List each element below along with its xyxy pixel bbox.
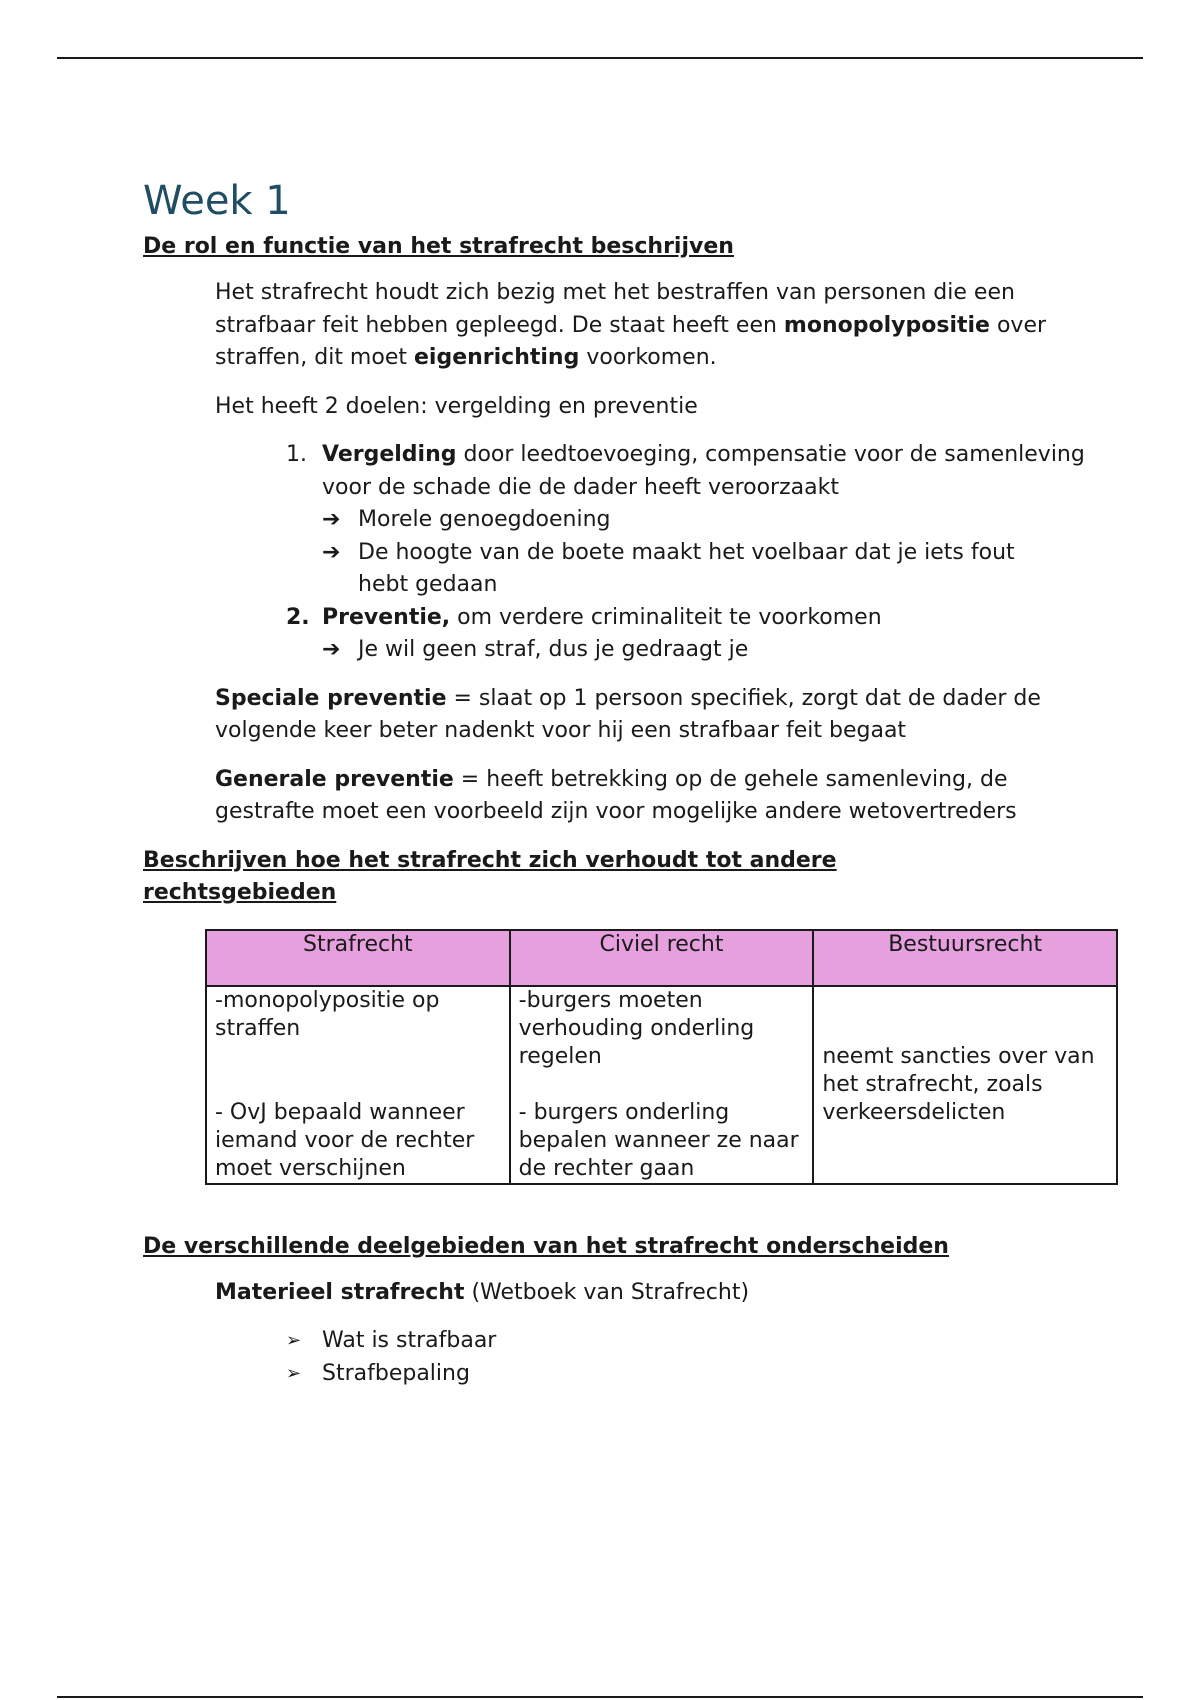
list-number: 2. [286, 604, 310, 630]
goal-item-preventie [286, 602, 1086, 667]
speciale-preventie-text: = slaat op 1 persoon specifiek, zorgt dat de dader de volgende keer beter nadenkt voor hij een strafbaar feit begaat [215, 685, 1041, 743]
sub-list [286, 634, 1022, 667]
table-cell-civiel-recht [510, 986, 814, 1184]
arrow-icon: ➔ [322, 539, 341, 565]
materieel-text: (Wetboek van Strafrecht) [464, 1279, 750, 1305]
section-title-deelgebieden: De verschillende deelgebieden van het strafrecht onderscheiden [143, 1233, 949, 1259]
table-cell-strafrecht [206, 986, 510, 1184]
table-header-bestuursrecht: Bestuursrecht [813, 930, 1117, 986]
intro-text-d: voorkomen. [579, 345, 717, 370]
sub-item [322, 504, 1022, 537]
triangle-bullet-icon: ➢ [286, 1362, 302, 1384]
table-row [206, 986, 1117, 1184]
goals-list [143, 439, 1086, 667]
sub-item-text: Morele genoegdoening [358, 507, 611, 532]
comparison-table [205, 929, 1118, 1185]
footer-rule [57, 1696, 1143, 1698]
generale-preventie-term: Generale preventie [215, 766, 454, 792]
materieel-paragraph [215, 1277, 1065, 1310]
triangle-bullet-icon: ➢ [286, 1330, 302, 1351]
arrow-icon: ➔ [322, 637, 341, 662]
goal-item-vergelding [286, 439, 1086, 602]
goal-text: door leedtoevoeging, compensatie voor de samenleving voor de schade die de dader heeft veroorzaakt [322, 442, 1085, 500]
generale-preventie-paragraph [215, 764, 1065, 829]
sub-item [322, 537, 1022, 602]
goal-text: om verdere criminaliteit te voorkomen [450, 604, 882, 630]
cell-text: -burgers moeten verhouding onderling regelen [518, 987, 755, 1069]
sub-list [286, 504, 1022, 602]
intro-term-monopoly: monopolypositie [783, 312, 990, 338]
speciale-preventie-term: Speciale preventie [215, 685, 447, 711]
section-title-rol-functie: De rol en functie van het strafrecht beschrijven [143, 234, 734, 259]
materieel-term: Materieel strafrecht [215, 1279, 465, 1305]
generale-preventie-text: = heeft betrekking op de gehele samenleving, de gestrafte moet een voorbeeld zijn voor mogelijke andere wetovertreders [215, 766, 1017, 824]
table-cell-bestuursrecht [813, 986, 1117, 1184]
list-item [286, 1325, 1123, 1358]
section-title-verhouding: Beschrijven hoe het strafrecht zich verhoudt tot andere rechtsgebieden [143, 847, 837, 905]
document-body [143, 175, 1123, 1390]
table-header-row [206, 930, 1117, 986]
sub-item [322, 634, 1022, 667]
intro-text-c: over straffen, dit moet [215, 312, 1047, 370]
goal-term: Vergelding [322, 442, 457, 467]
cell-text: - OvJ bepaald wanneer iemand voor de rechter moet verschijnen [215, 1099, 475, 1181]
table-header-strafrecht: Strafrecht [206, 930, 510, 986]
cell-text: - burgers onderling bepalen wanneer ze naar de rechter gaan [518, 1099, 799, 1181]
page-heading: Week 1 [143, 178, 291, 224]
sub-item-text: Je wil geen straf, dus je gedraagt je [358, 637, 749, 662]
list-item-text: Wat is strafbaar [322, 1328, 497, 1353]
list-number: 1. [286, 442, 307, 467]
sub-item-text: De hoogte van de boete maakt het voelbaar dat je iets fout hebt gedaan [358, 539, 1015, 597]
list-item [286, 1358, 1123, 1391]
goals-paragraph: Het heeft 2 doelen: vergelding en preventie [215, 393, 698, 419]
cell-text: -monopolypositie op straffen [215, 987, 440, 1041]
cell-text: neemt sancties over van het strafrecht, zoals verkeersdelicten [822, 1043, 1095, 1125]
materieel-bullets [143, 1325, 1123, 1390]
table-header-civiel-recht: Civiel recht [510, 930, 814, 986]
arrow-icon: ➔ [322, 507, 341, 532]
list-item-text: Strafbepaling [322, 1360, 470, 1386]
intro-term-eigenrichting: eigenrichting [413, 345, 580, 370]
goal-term: Preventie, [322, 604, 451, 630]
intro-paragraph [215, 277, 1065, 375]
speciale-preventie-paragraph [215, 683, 1065, 748]
intro-text-a: Het strafrecht houdt zich bezig met het bestraffen van personen die een strafbaar feit hebben gepleegd. De staat heeft een [215, 280, 1015, 338]
header-rule [57, 57, 1143, 59]
